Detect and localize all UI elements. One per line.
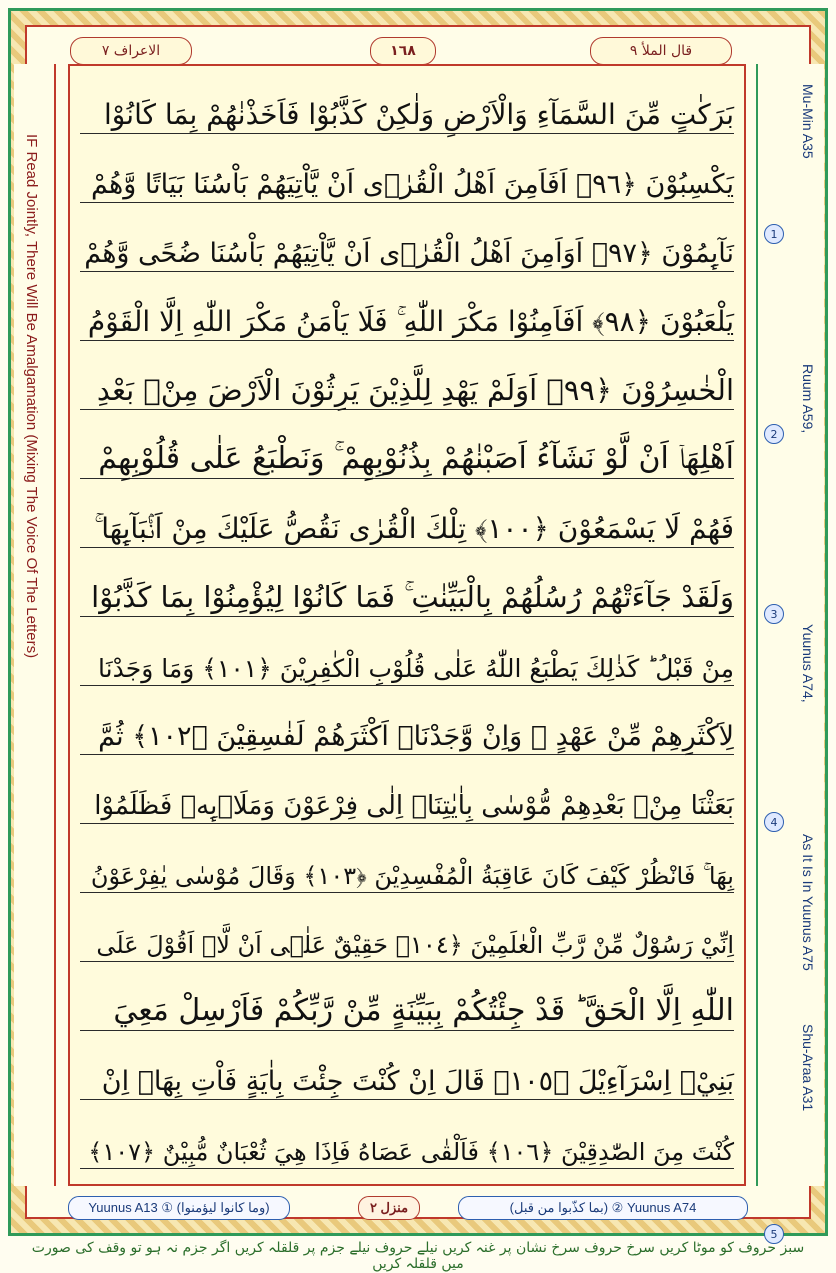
ref-label: Shu-Araa A31 [800,1024,816,1112]
ref-label: Mu-Min A35 [800,84,816,159]
right-margin [756,64,824,1241]
ref-marker: 2 [764,424,784,444]
verse-line [80,691,734,755]
verse-text: الْخٰسِرُوْنَ ﴿٩٩﴾ اَوَلَمْ يَهْدِ لِلَّذِيْنَ يَرِثُوْنَ الْاَرْضَ مِنْۢ بَعْدِ [96,373,734,407]
verse-line [80,622,734,686]
left-margin-note: IF Read Jointly, There Will Be Amalgamation (Mixing The Voice Of The Letters) [23,134,40,659]
verse-line [80,1036,734,1100]
verse-line [80,760,734,824]
footer-ref-left: Yuunus A13 ① (وما كانوا ليؤمنوا) [68,1196,290,1220]
ref-label: Ruum A59, [800,364,816,434]
verse-text: اللّٰهِ اِلَّا الْحَقَّ ؕ قَدْ جِئْتُكُمْ بِبَيِّنَةٍ مِّنْ رَّبِّكُمْ فَاَرْسِلْ مَعِيَ [113,993,734,1028]
juz-name: قال الملأ ٩ [590,37,732,65]
verse-line [80,829,734,893]
verse-text: يَلْعَبُوْنَ ﴿٩٨﴾ اَفَاَمِنُوْا مَكْرَ اللّٰهِ ۚ فَلَا يَاْمَنُ مَكْرَ اللّٰهِ اِلَّا الْقَوْمُ [87,305,734,338]
verse-line [80,70,734,134]
verse-text: بَعَثْنَا مِنْۢ بَعْدِهِمْ مُّوْسٰى بِاٰيٰتِنَاۤ اِلٰى فِرْعَوْنَ وَمَلَا۟ىِٕهٖ فَظَلَمُوْا [94,791,734,821]
verse-text: وَلَقَدْ جَآءَتْهُمْ رُسُلُهُمْ بِالْبَيِّنٰتِ ۚ فَمَا كَانُوْا لِيُؤْمِنُوْا بِمَا كَذَّبُوْا [91,580,734,614]
tajweed-instruction: سبز حروف کو موٹا کریں سرخ حروف سرخ نشان پر غنہ کریں نیلے حروف نیلے جزم پر قلقلہ کریں اگر جزم نہ ہو تو وقف کی صورت میں قلقلہ کریں [31,1240,805,1272]
verse-text: بِهَا ۚ فَانْظُرْ كَيْفَ كَانَ عَاقِبَةُ الْمُفْسِدِيْنَ ﴿١٠٣﴾ وَقَالَ مُوْسٰى يٰفِرْعَوْنُ [90,862,734,890]
page-footer [68,1196,746,1220]
verse-line [80,967,734,1031]
ref-marker: 4 [764,812,784,832]
verse-text: نَآىِٕمُوْنَ ﴿٩٧﴾ اَوَاَمِنَ اَهْلُ الْقُرٰۤى اَنْ يَّاْتِيَهُمْ بَاْسُنَا ضُحًى وَّهُمْ [84,238,734,269]
surah-name: الاعراف ٧ [70,37,192,65]
left-margin [14,64,56,1186]
ref-marker: 5 [764,1224,784,1244]
verse-text: بَنِيْۤ اِسْرَآءِيْلَ ﴿١٠٥﴾ قَالَ اِنْ كُنْتَ جِئْتَ بِاٰيَةٍ فَاْتِ بِهَاۤ اِنْ [101,1066,734,1097]
verse-line [80,484,734,548]
ref-label: As It Is In Yuunus A75 [800,834,816,971]
verse-text: يَكْسِبُوْنَ ﴿٩٦﴾ اَفَاَمِنَ اَهْلُ الْقُرٰۤى اَنْ يَّاْتِيَهُمْ بَاْسُنَا بَيَاتًا وَّهُمْ [91,169,734,200]
ref-marker: 1 [764,224,784,244]
verse-text: اِنِّيْ رَسُوْلٌ مِّنْ رَّبِّ الْعٰلَمِيْنَ ﴿١٠٤﴾ حَقِيْقٌ عَلٰۤى اَنْ لَّاۤ اَقُوْلَ عَلَى [96,931,734,959]
page-number: ١٦٨ [370,37,436,65]
verse-line [80,277,734,341]
verse-text: فَهُمْ لَا يَسْمَعُوْنَ ﴿١٠٠﴾ تِلْكَ الْقُرٰى نَقُصُّ عَلَيْكَ مِنْ اَنْۢبَآىِٕهَا ۚ [94,512,734,545]
verse-line [80,553,734,617]
verse-text: اَهْلِهَاۤ اَنْ لَّوْ نَشَآءُ اَصَبْنٰهُمْ بِذُنُوْبِهِمْ ۚ وَنَطْبَعُ عَلٰى قُلُوْبِهِمْ [98,441,734,476]
verse-text: مِنْ قَبْلُ ؕ كَذٰلِكَ يَطْبَعُ اللّٰهُ عَلٰى قُلُوْبِ الْكٰفِرِيْنَ ﴿١٠١﴾ وَمَا وَجَدْنَا [98,654,734,683]
manzil-marker: منزل ٢ [358,1196,420,1220]
verse-text: لِاَكْثَرِهِمْ مِّنْ عَهْدٍ ۚ وَاِنْ وَّجَدْنَاۤ اَكْثَرَهُمْ لَفٰسِقِيْنَ ﴿١٠٢﴾ ثُمَّ [98,721,734,752]
verse-line [80,1105,734,1169]
verse-line [80,139,734,203]
ref-label: Yuunus A74, [800,624,816,703]
verse-text: بَرَكٰتٍ مِّنَ السَّمَآءِ وَالْاَرْضِ وَلٰكِنْ كَذَّبُوْا فَاَخَذْنٰهُمْ بِمَا كَانُوْا [104,98,734,131]
verse-line [80,898,734,962]
verse-text: كُنْتَ مِنَ الصّٰدِقِيْنَ ﴿١٠٦﴾ فَاَلْقٰى عَصَاهُ فَاِذَا هِيَ ثُعْبَانٌ مُّبِيْنٌ ﴿١٠٧﴾ [88,1138,734,1166]
verse-line [80,346,734,410]
ref-marker: 3 [764,604,784,624]
verse-line [80,208,734,272]
footer-ref-right: (بما كذّبوا من قبل) ② Yuunus A74 [458,1196,748,1220]
verse-line [80,415,734,479]
page-header [70,37,730,65]
verse-block [68,64,746,1186]
